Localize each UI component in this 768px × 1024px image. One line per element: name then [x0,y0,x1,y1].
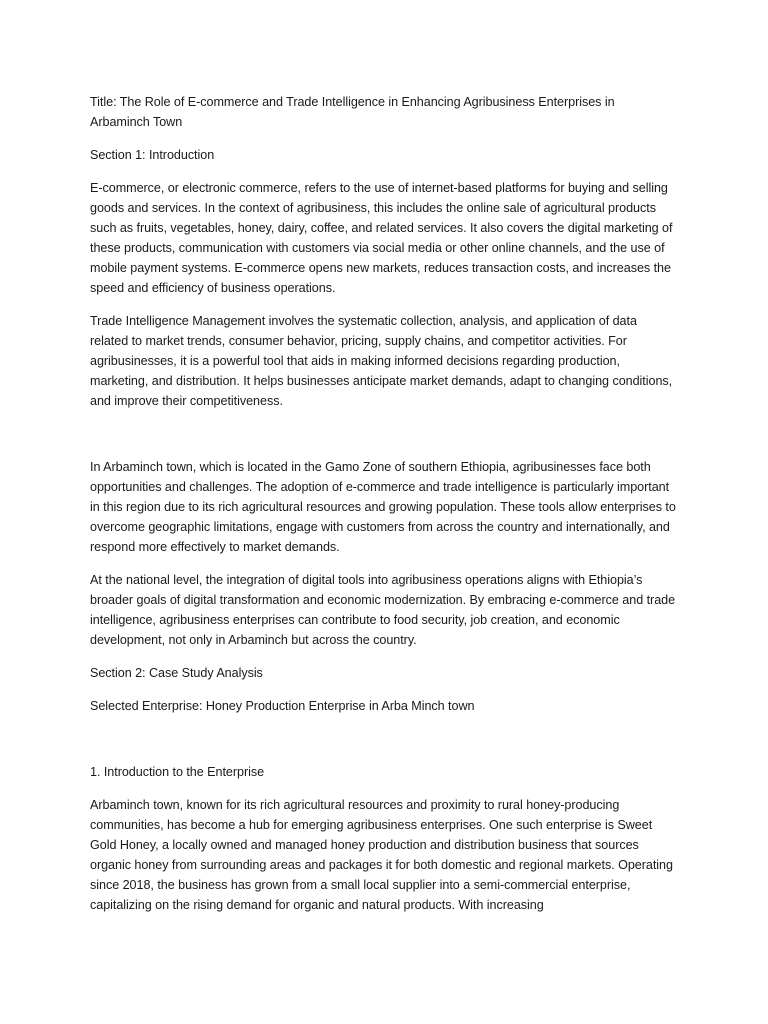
paragraph-ecommerce-definition: E-commerce, or electronic commerce, refers to the use of internet-based platforms for buying and selling goods and services. In the context of agribusiness, this includes the online sale of agricultural products such as fruits, vegetables, honey, dairy, coffee, and related services. It also covers the digital marketing of these products, communication with customers via social media or other online channels, and the use of mobile payment systems. E-commerce opens new markets, reduces transaction costs, and increases the speed and efficiency of business operations. [90,181,673,295]
paragraph-trade-intelligence: Trade Intelligence Management involves the systematic collection, analysis, and application of data related to market trends, consumer behavior, pricing, supply chains, and competitor activities. For agribusinesses, it is a powerful tool that aids in making informed decisions regarding production, marketing, and distribution. It helps businesses anticipate market demands, adapt to changing conditions, and improve their competitiveness. [90,314,673,408]
paragraph-national-level: At the national level, the integration of digital tools into agribusiness operations aligns with Ethiopia’s broader goals of digital transformation and economic modernization. By embracing e-commerce and trade intelligence, agribusiness enterprises can contribute to food security, job creation, and economic development, not only in Arbaminch but across the country. [90,573,676,647]
paragraph-arbaminch-context: In Arbaminch town, which is located in the Gamo Zone of southern Ethiopia, agribusinesses face both opportunities and challenges. The adoption of e-commerce and trade intelligence is particularly important in this region due to its rich agricultural resources and growing population. These tools allow enterprises to overcome geographic limitations, engage with customers from across the country and internationally, and respond more effectively to market demands. [90,460,676,554]
document-page [90,92,676,928]
selected-enterprise-line: Selected Enterprise: Honey Production Enterprise in Arba Minch town [90,699,475,713]
blank-line [90,729,676,762]
section-2-heading: Section 2: Case Study Analysis [90,666,263,680]
paragraph-enterprise-intro: Arbaminch town, known for its rich agricultural resources and proximity to rural honey-producing communities, has become a hub for emerging agribusiness enterprises. One such enterprise is Sweet Gold Honey, a locally owned and managed honey production and distribution business that sources organic honey from surrounding areas and packages it for both domestic and regional markets. Operating since 2018, the business has grown from a small local supplier into a semi-commercial enterprise, capitalizing on the rising demand for organic and natural products. With increasing [90,798,673,912]
section-1-heading: Section 1: Introduction [90,148,215,162]
subsection-1-heading: 1. Introduction to the Enterprise [90,765,265,779]
document-title: Title: The Role of E-commerce and Trade Intelligence in Enhancing Agribusiness Enterprises in Arbaminch Town [90,95,615,129]
blank-line [90,424,676,457]
